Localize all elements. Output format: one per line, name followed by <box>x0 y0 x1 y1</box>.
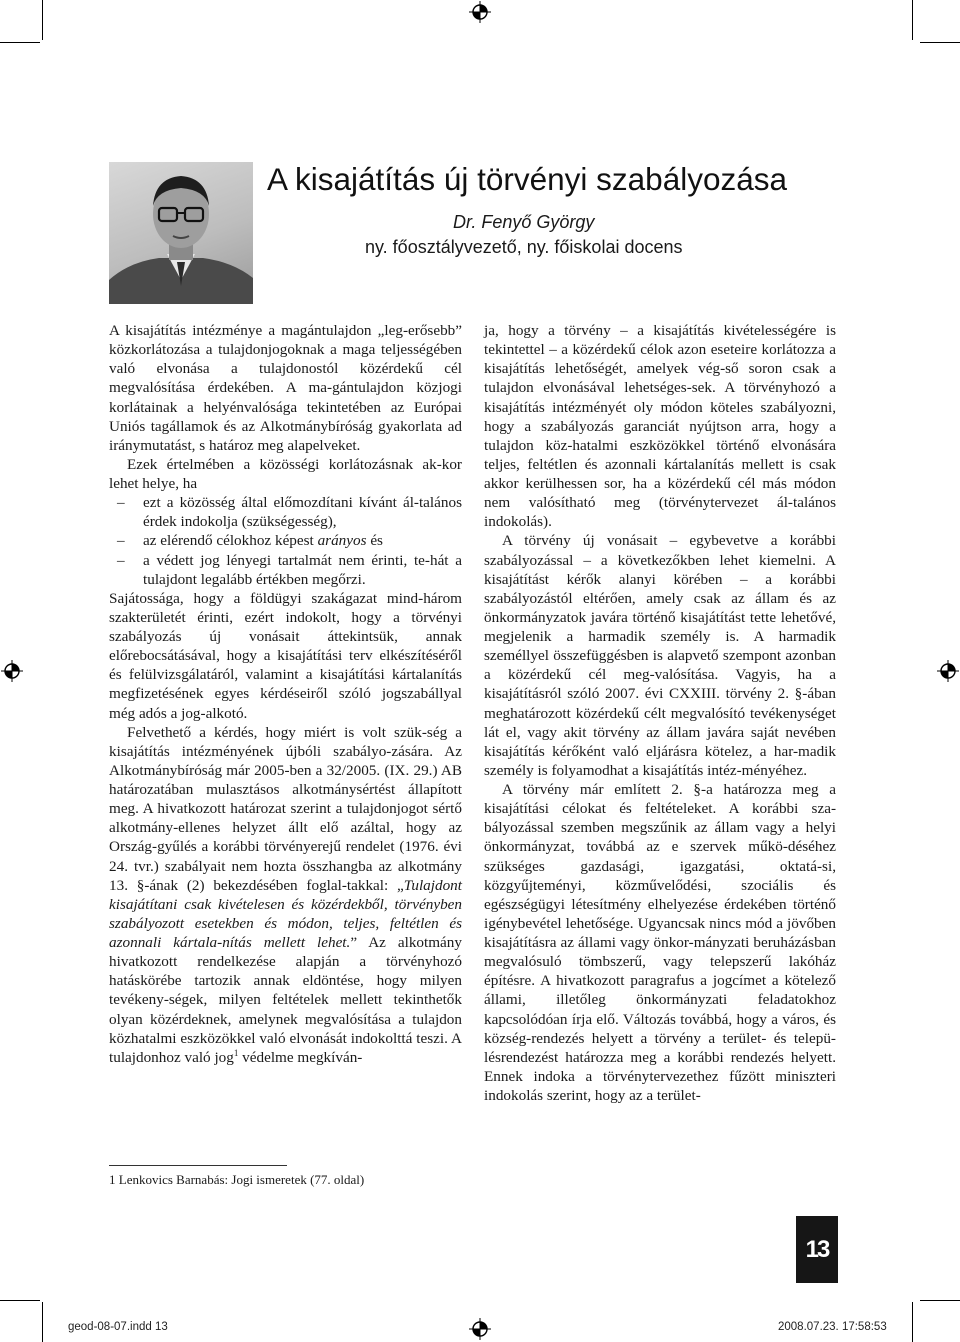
registration-mark-icon <box>469 1 491 23</box>
list-item <box>109 551 462 589</box>
page-number: 13 <box>796 1216 838 1283</box>
crop-mark-bottom-right-h <box>920 1300 960 1301</box>
list-item <box>109 531 462 550</box>
dash-bullet-icon: – <box>117 532 125 550</box>
list-item <box>109 493 462 531</box>
crop-mark-top-left-h <box>0 42 40 43</box>
footnote-rule <box>109 1165 287 1166</box>
author-name: Dr. Fenyő György <box>453 212 595 232</box>
author-portrait <box>109 162 253 304</box>
left-column <box>109 321 462 1067</box>
body-paragraph: A törvény új vonásait – egybevetve a korábbi szabályozással – a következőkben lehet kiemelni. A kisajátítást kérők alanyi körében – a korábbi szabályozástól eltérően, amely csak az állam és az önkormányzatok javára történő kisajátítást tette lehetővé, megjelenik a harmadik személy is. A harmadik személlyel összefüggésben is alapvető szempont azonban a közérdekű cél meg-valósítása. Vagyis, ha a kisajátításról szóló 2007. évi CXXIII. törvény 2. §-ában meghatározott közérdekű célt megvalósító tevékenységet lát el, vagy akit törvény az állam javára saját nevében kisajátítás kérőként való eljárásra kötelez, a har-madik személy is folyamodhat a kisajátítás intéz-ményéhez. <box>484 532 836 779</box>
slug-file: geod-08-07.indd 13 <box>68 1321 168 1333</box>
list-item-text: ezt a közösség által előmozdítani kívánt ál-talános érdek indokolja (szükségesség), <box>143 494 462 531</box>
crop-mark-bottom-left <box>42 1302 43 1342</box>
registration-mark-icon <box>469 1318 491 1340</box>
author-portrait-drawing <box>109 162 253 304</box>
footnote: 1 Lenkovics Barnabás: Jogi ismeretek (77. oldal) <box>109 1172 365 1187</box>
body-paragraph: Ezek értelmében a közösségi korlátozásnak ak-kor lehet helye, ha <box>109 455 462 492</box>
slug-date: 2008.07.23. 17:58:53 <box>778 1321 887 1333</box>
body-paragraph: ja, hogy a törvény – a kisajátítás kivételességére is tekintettel – a közérdekű célok azon eseteire korlátozza a kisajátítás lehetőségét, amelyek vég-ső soron csak a tulajdon elvonásával lehetséges-sek. A törvényhozó a kisajátítás intézményét oly módon köteles szabályozni, hogy a szabályozás garanciát nyújtson arra, hogy a tulajdon köz-hatalmi eszközökkel történő elvonására teljes, feltétlen és azonnali kártalanítás mellett is csak akkor kerülhessen sor, ha a közérdekű cél más módon nem valósítható meg (törvénytervezet ál-talános indokolás). <box>484 322 836 531</box>
registration-mark-icon <box>1 660 23 682</box>
article-title: A kisajátítás új törvényi szabályozása <box>267 161 788 197</box>
crop-mark-top-right <box>912 0 913 40</box>
body-paragraph: A törvény már említett 2. §-a határozza meg a kisajátítási célokat és feltételeket. A korábbi sza-bályozással szemben megszűnik az állam vagy a helyi önkormányzat, továbbá az e szervek műkö-déséhez szükséges gazdasági, igazgatási, oktatá-si, közgyűjteményi, közművelődési, szociális és egészségügyi létesítmény elhelyezése érdekében történő igénybevétel lehetősége. Ugyancsak nincs mód a jövőben kisajátításra az állami vagy önkor-mányzati beruházásban megvalósuló tömbszerű, vagy telepszerű lakóház építésre. A hivatkozott paragrafus a jogcímet a kötelező állami, illetőleg önkormányzati feladatokhoz kapcsolódóan írja elő. Változás továbbá, hogy a város, és község-rendezés helyett a törvény a terület- és telepü-lésrendezést határozza meg a korábbi rendezés helyett. Ennek indoka a törvénytervezethez fűzött miniszteri indokolás szerint, hogy az a terület- <box>484 781 836 1104</box>
dash-bullet-icon: – <box>117 551 125 569</box>
body-paragraph: Sajátossága, hogy a földügyi szakágazat mind-három szakterületét érinti, ezért indokolt, hogy a törvényi szabályozás új vonásait áttekintsük, annak előrebocsátásával, hogy a kisajátítási terv elkészítéséről és felülvizsgálatáról, valamint a kisajátítási kártalanítás megfizetésének egyes kérdéseiről szóló jogszabállyal még adós a jog-alkotó. <box>109 589 462 722</box>
registration-mark-icon <box>937 660 959 682</box>
right-column <box>484 321 836 1105</box>
crop-mark-bottom-left-h <box>0 1300 40 1301</box>
crop-mark-top-right-h <box>920 42 960 43</box>
crop-mark-bottom-right <box>912 1302 913 1342</box>
crop-mark-top-left <box>42 0 43 40</box>
body-paragraph: A kisajátítás intézménye a magántulajdon „leg-erősebb” közkorlátozása a tulajdonjogoknak a maga teljességében való elvonása a tulajdonostól közérdekű cél megvalósítása érdekében. A ma-gántulajdon közjogi korlátainak a helyénvalósága tekintetében az Európai Uniós tagállamok és az Alkotmánybíróság gyakorlata ad iránymutatást, s határoz meg alapelveket. <box>109 322 462 454</box>
list-item-text: a védett jog lényegi tartalmát nem érinti, te-hát a tulajdont legalább értékben megőrzi. <box>143 551 462 588</box>
list-item-text: az elérendő célokhoz képest arányos és <box>143 532 383 550</box>
body-paragraph: Felvethető a kérdés, hogy miért is volt szük-ség a kisajátítás intézményének újbóli szabályo-zására. Az Alkotmánybíróság már 2005-ben a 32/2005. (IX. 29.) AB határozatában mulasztásos alkotmánysértést állapított meg. A hivatkozott határozat szerint a tulajdonjogot sértő alkotmány-ellenes helyzet állt elő azáltal, hogy az Ország-gyűlés a korábbi törvényerejű rendelet (1976. évi 24. tvr.) szabályait nem hozta összhangba az alkotmány 13. §-ának (2) bekezdésében foglal-takkal: „Tulajdont kisajátítani csak kivételesen és közérdekből, törvényben szabályozott esetekben és módon, teljes, feltétlen és azonnali kártala-nítás mellett lehet.” Az alkotmány hivatkozott rendelkezése alapján a törvényhozó hatáskörébe tartozik annak eldöntése, hogy milyen tevékeny-ségek, milyen feltételek mellett tekinthetők olyan közérdeknek, amelynek megvalósítása a tulajdon közhatalmi eszközökkel való elvonását indokolttá teszi. A tulajdonhoz való jog$^1$ védelme megkíván- <box>109 723 462 1066</box>
author-position: ny. főosztályvezető, ny. főiskolai docens <box>365 237 683 257</box>
dash-bullet-icon: – <box>117 494 125 512</box>
